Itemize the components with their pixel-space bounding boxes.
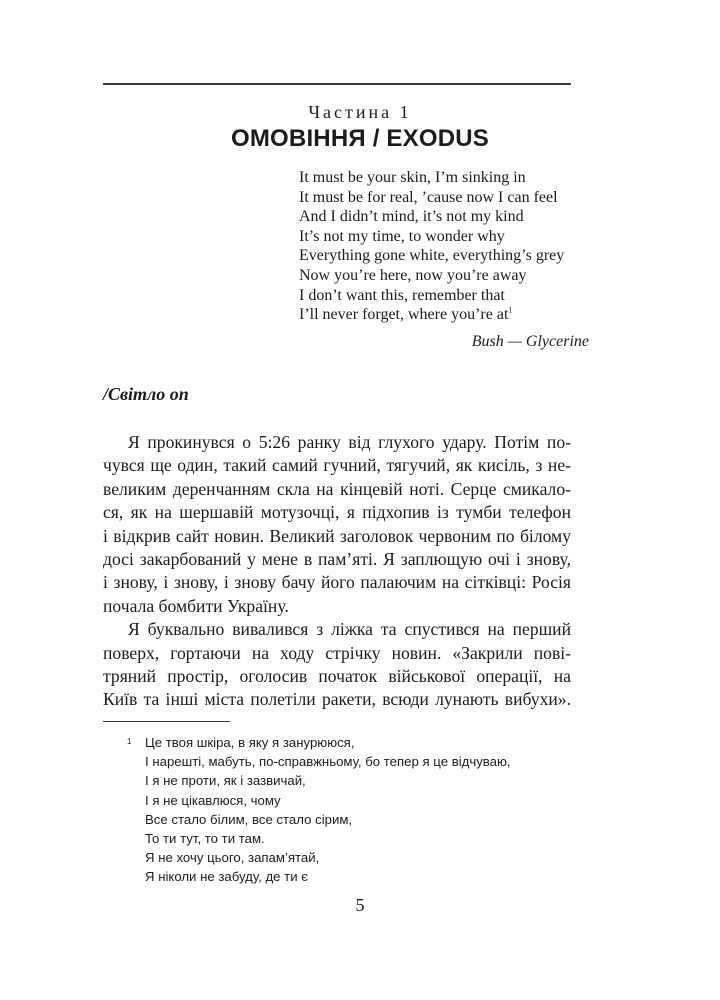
- epigraph-line: It must be for real, ’cause now I can feel: [299, 188, 558, 206]
- footnote-marker: 1: [127, 737, 132, 746]
- page-number: 5: [355, 895, 365, 915]
- footnote-lines: [145, 733, 567, 887]
- body-line: поверх, гортаючи на ходу стрічку новин. «Закрили пові-: [103, 642, 571, 663]
- epigraph-line: And I didn’t mind, it’s not my kind: [299, 208, 524, 226]
- epigraph-line: Everything gone white, everything’s grey: [299, 247, 565, 265]
- epigraph-attribution: Bush — Glycerine: [471, 333, 589, 350]
- footnote-line: То ти тут, то ти там.: [145, 831, 265, 847]
- epigraph-line: It must be your skin, I’m sinking in: [299, 169, 526, 186]
- epigraph-line-text: I’ll never forget, where you’re at: [299, 306, 509, 324]
- epigraph-line-last: [299, 305, 589, 325]
- body-line: Я буквально вивалився з ліжка та спустився на перший: [128, 619, 571, 640]
- body-line: тряний простір, оголосив початок військової операції, на: [103, 666, 571, 687]
- body-line: почала бомбити Україну.: [103, 595, 289, 616]
- body-line: і знову, і знову, і знову бачу його палаючим на сітківці: Росія: [103, 572, 571, 593]
- footnote-line: І я не проти, як і зазвичай,: [145, 773, 306, 789]
- header-rule: [103, 83, 571, 85]
- body-text: [103, 431, 571, 712]
- footnote: [127, 733, 567, 887]
- body-line: Я прокинувся о 5:26 ранку від глухого удару. Потім по-: [128, 432, 571, 452]
- epigraph-line: Now you’re here, now you’re away: [299, 266, 527, 284]
- body-line: чувся ще один, такий самий гучний, тягучий, як кисіль, з не-: [103, 455, 571, 476]
- part-label: Частина 1: [308, 102, 412, 122]
- footnote-line: І нарешті, мабуть, по-справжньому, бо тепер я це відчуваю,: [145, 754, 511, 770]
- footnote-line: Я не хочу цього, запам’ятай,: [145, 850, 320, 866]
- body-line: Київ та інші міста полетіли ракети, всюди лунають вибухи».: [103, 689, 571, 710]
- footnote-line: Все стало білим, все стало сірим,: [145, 811, 353, 827]
- body-line: досі закарбований у мене в пам’яті. Я заплющую очі і знову,: [103, 549, 571, 570]
- body-line: ся, як на шершавій мотузочці, я підхопив із тумби телефон: [103, 502, 571, 523]
- body-line: і відкрив сайт новин. Великий заголовок червоним по білому: [103, 525, 571, 546]
- footnote-line: Я ніколи не забуду, де ти є: [145, 869, 308, 885]
- epigraph: [299, 168, 589, 325]
- body-line: великим деренчанням скла на кінцевій ноті. Серце смикало-: [103, 478, 571, 499]
- epigraph-line: It’s not my time, to wonder why: [299, 227, 505, 245]
- footnote-rule: [103, 721, 230, 722]
- part-title: ОМОВІННЯ / EXODUS: [230, 125, 489, 152]
- footnote-line: Це твоя шкіра, в яку я занурююся,: [145, 735, 355, 750]
- footnote-line: І я не цікавлюся, чому: [145, 792, 281, 808]
- footnote-reference[interactable]: 1: [508, 305, 513, 315]
- section-heading: /Світло on: [103, 384, 189, 404]
- epigraph-line: I don’t want this, remember that: [299, 286, 505, 304]
